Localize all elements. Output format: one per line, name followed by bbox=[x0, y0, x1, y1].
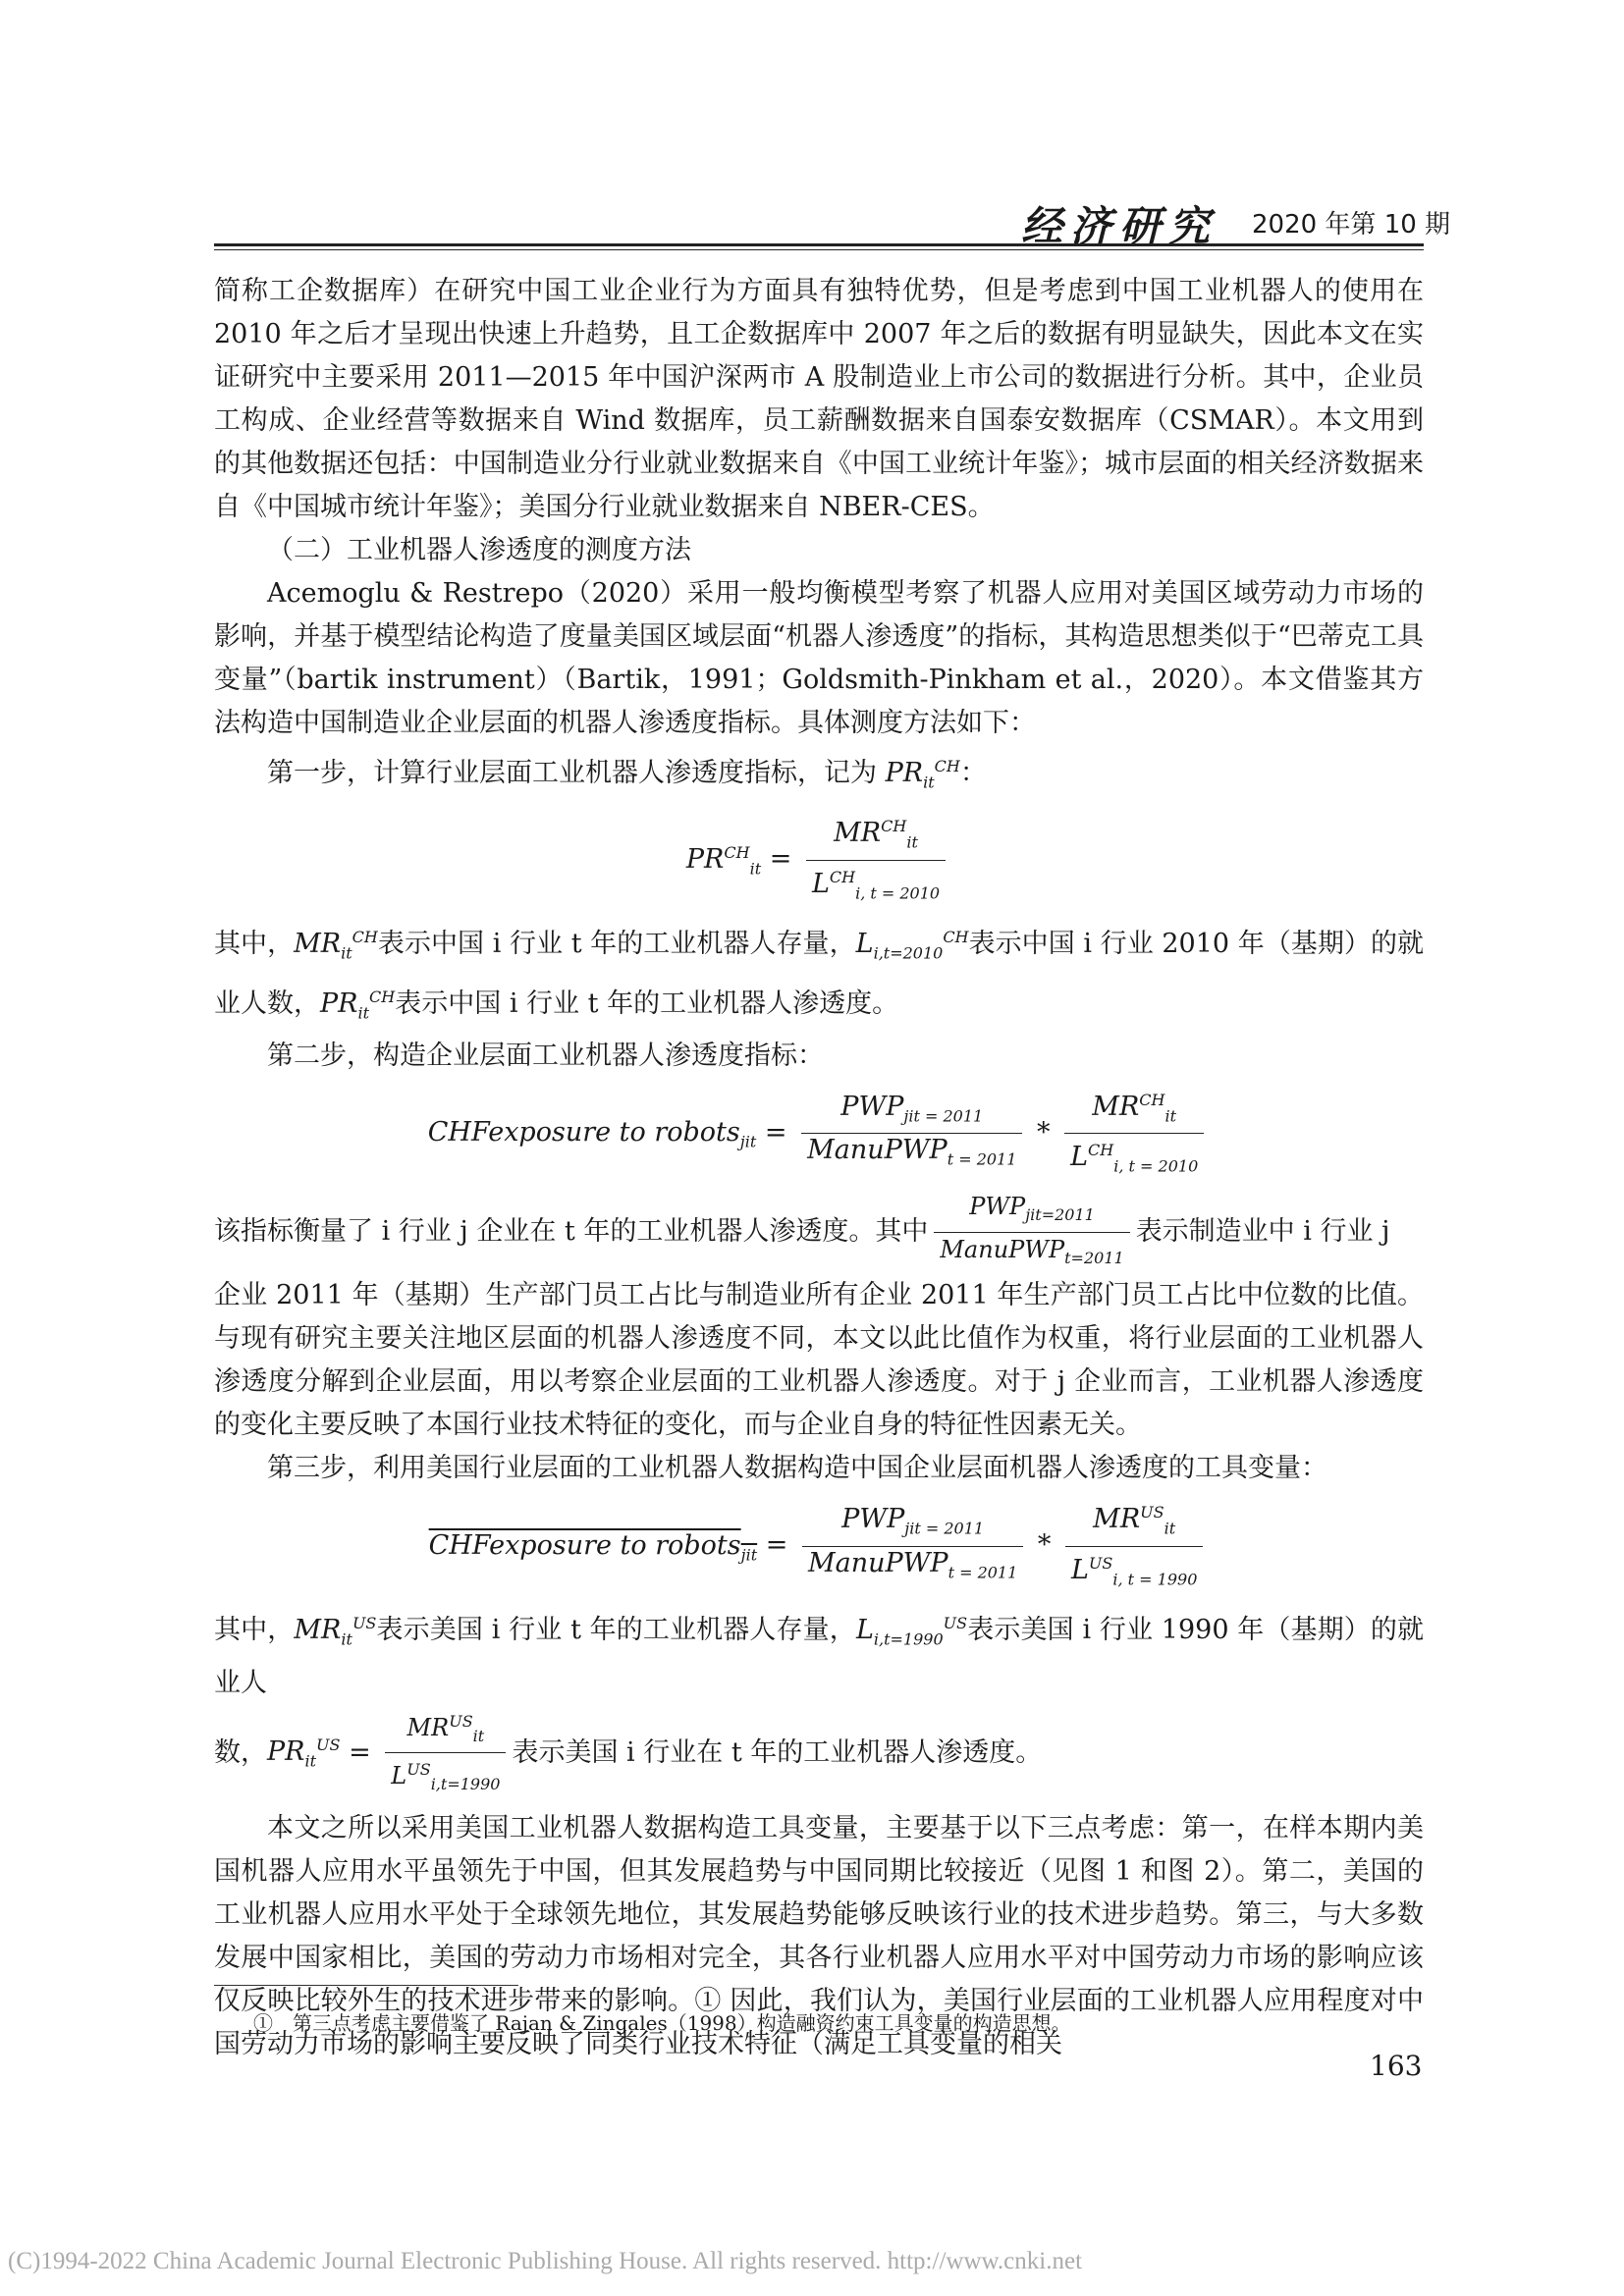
journal-name: 经济研究 bbox=[1021, 202, 1218, 250]
formula-explanation-3: 其中，$MR_{it}^{US}$表示美国 i 行业 t 年的工业机器人存量，$L_{i,t=1990}^{US}$表示美国 i 行业 1990 年（基期）的就业人 bbox=[214, 1614, 1425, 1698]
paragraph-data-source: 简称工企数据库）在研究中国工业企业行为方面具有独特优势，但是考虑到中国工业机器人的使用在 2010 年之后才呈现出快速上升趋势，且工企数据库中 2007 年之后的数据有明显缺失，因此本文在实证研究中主要采用 2011—2015 年中国沪深两市 A 股制造业上市公司的数据进行分析。其中，企业员工构成、企业经营等数据来自 Wind 数据库，员工薪酬数据来自国泰安数据库（CSMAR）。本文用到的其他数据还包括：中国制造业分行业就业数据来自《中国工业统计年鉴》；城市层面的相关经济数据来自《中国城市统计年鉴》；美国分行业就业数据来自 NBER-CES。 bbox=[214, 276, 1424, 522]
header-rule-thin bbox=[214, 249, 1424, 250]
step-three: 第三步，利用美国行业层面的工业机器人数据构造中国企业层面机器人渗透度的工具变量： bbox=[267, 1453, 1327, 1484]
header-rule bbox=[214, 243, 1424, 246]
formula-explanation-4: 数，$PR_{it}^{US}$ = $\frac{MR^{US}_{it}}{L^{US}_{i,t=1990}}$ 表示美国 i 行业在 t 年的工业机器人渗透度。 bbox=[214, 1705, 1424, 1802]
paragraph-reasons: 本文之所以采用美国工业机器人数据构造工具变量，主要基于以下三点考虑：第一，在样本期内美国机器人应用水平虽领先于中国，但其发展趋势与中国同期比较接近（见图 1 和图 2）。第二，美国的工业机器人应用水平处于全球领先地位，其发展趋势能够反映该行业的技术进步趋势。第三，与大多数发展中国家相比，美国的劳动力市场相对完全，其各行业机器人应用水平对中国劳动力市场的影响应该仅反映比较外生的技术进步带来的影响。① 因此，我们认为，美国行业层面的工业机器人应用程度对中国劳动力市场的影响主要反映了同类行业技术特征（满足工具变量的相关 bbox=[214, 1813, 1424, 2060]
issue-label: 2020 年第 10 期 bbox=[1252, 210, 1451, 240]
step-one: 第一步，计算行业层面工业机器人渗透度指标，记为 $PR_{it}^{CH}$： bbox=[267, 757, 987, 792]
copyright-watermark: (C)1994-2022 China Academic Journal Electronic Publishing House. All rights reserved. http://www.cnki.net bbox=[8, 2248, 1083, 2274]
footnote: ① 第三点考虑主要借鉴了 Rajan & Zingales（1998）构造融资约束工具变量的构造思想。 bbox=[253, 2011, 1071, 2035]
paragraph-weight: 企业 2011 年（基期）生产部门员工占比与制造业所有企业 2011 年生产部门员工占比中位数的比值。与现有研究主要关注地区层面的机器人渗透度不同，本文以此比值作为权重，将行业层面的工业机器人渗透度分解到企业层面，用以考察企业层面的工业机器人渗透度。对于 j 企业而言，工业机器人渗透度的变化主要反映了本国行业技术特征的变化，而与企业自身的特征性因素无关。 bbox=[214, 1280, 1424, 1441]
formula-instrument: CHFexposure to robots$_{jit}$ = $\frac{PWP_{jit = 2011}}{ManuPWP_{t = 2011}}$ * $\frac{MR^{US}_{it}}{L^{US}_{i, t = 1990}}$ bbox=[214, 1496, 1424, 1596]
formula-industry-penetration: $PR^{CH}_{it}$ = $\frac{MR^{CH}_{it}}{L^{CH}_{i, t = 2010}}$ bbox=[214, 810, 1424, 910]
page-number: 163 bbox=[1370, 2050, 1423, 2082]
formula-explanation-1: 其中，$MR_{it}^{CH}$表示中国 i 行业 t 年的工业机器人存量，$L_{i,t=2010}^{CH}$表示中国 i 行业 2010 年（基期）的就业人数，$PR_{it}^{CH}$表示中国 i 行业 t 年的工业机器人渗透度。 bbox=[214, 928, 1424, 1022]
formula-firm-exposure: CHFexposure to robots$_{jit}$ = $\frac{PWP_{jit = 2011}}{ManuPWP_{t = 2011}}$ * $\frac{MR^{CH}_{it}}{L^{CH}_{i, t = 2010}}$ bbox=[214, 1084, 1424, 1184]
body-text bbox=[214, 270, 1424, 2066]
step-two: 第二步，构造企业层面工业机器人渗透度指标： bbox=[267, 1040, 824, 1071]
formula-explanation-2: 该指标衡量了 i 行业 j 企业在 t 年的工业机器人渗透度。其中 $\frac{PWP_{jit=2011}}{ManuPWP_{t=2011}}$ 表示制造业中 i 行业 j bbox=[214, 1190, 1424, 1275]
paragraph-method: Acemoglu & Restrepo（2020）采用一般均衡模型考察了机器人应用对美国区域劳动力市场的影响，并基于模型结论构造了度量美国区域层面“机器人渗透度”的指标，其构造思想类似于“巴蒂克工具变量”（bartik instrument）（Bartik，1991；Goldsmith-Pinkham et al.，2020）。本文借鉴其方法构造中国制造业企业层面的机器人渗透度指标。具体测度方法如下： bbox=[214, 578, 1424, 738]
footnote-rule bbox=[214, 1985, 518, 1986]
section-heading: （二）工业机器人渗透度的测度方法 bbox=[267, 535, 691, 565]
